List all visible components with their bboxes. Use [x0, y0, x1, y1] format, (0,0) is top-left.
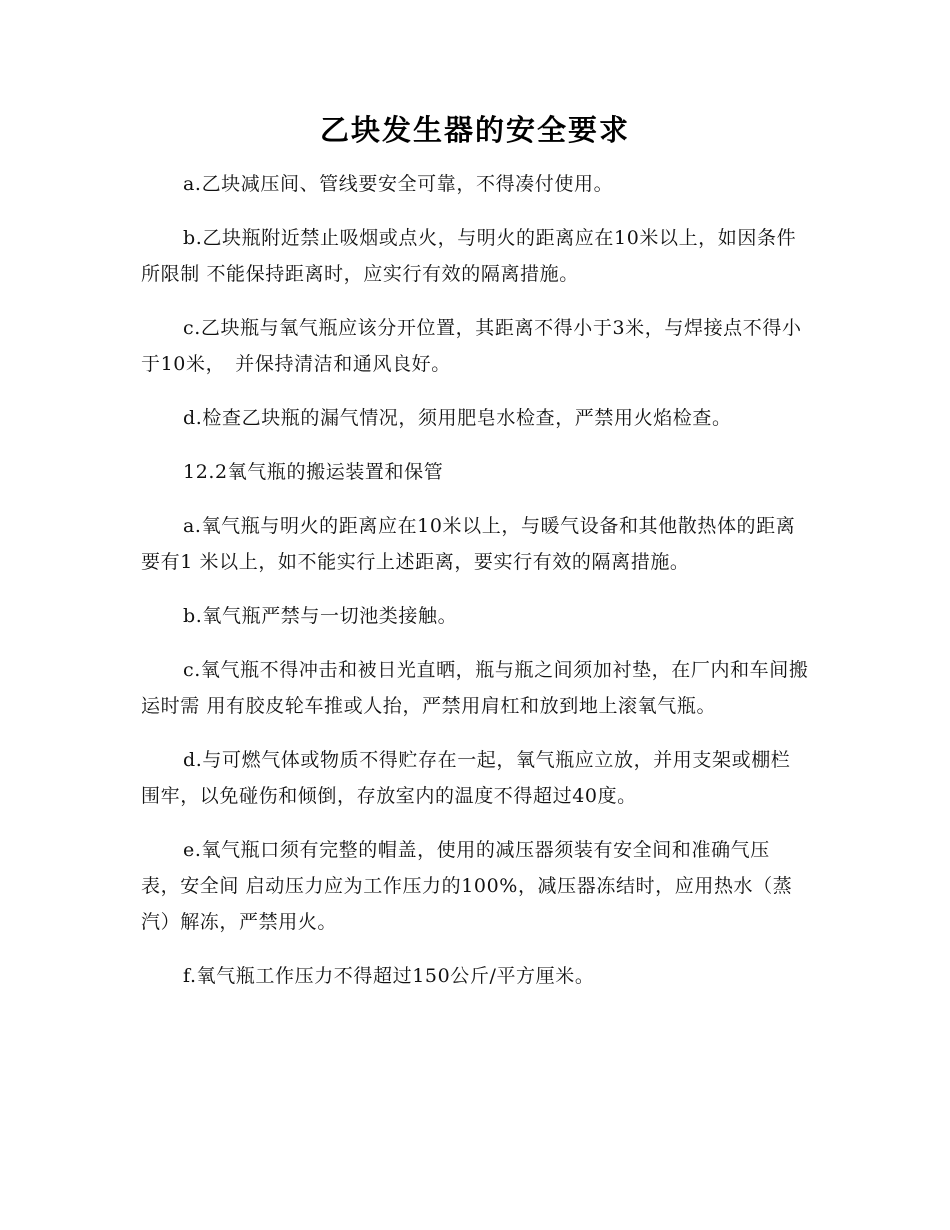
paragraph-oxygen-e: e.氧气瓶口须有完整的帽盖，使用的减压器须装有安全间和准确气压表，安全间 启动压力应为工作压力的100%，减压器冻结时，应用热水（蒸汽）解冻，严禁用火。: [141, 839, 793, 933]
paragraph-oxygen-f: f.氧气瓶工作压力不得超过150公斤/平方厘米。: [183, 965, 595, 987]
paragraph-acetylene-d: d.检查乙块瓶的漏气情况，须用肥皂水检查，严禁用火焰检查。: [183, 407, 732, 429]
paragraph-oxygen-a: a.氧气瓶与明火的距离应在10米以上，与暖气设备和其他散热体的距离要有1 米以上，如不能实行上述距离，要实行有效的隔离措施。: [141, 515, 796, 573]
paragraph-oxygen-c: c.氧气瓶不得冲击和被日光直晒，瓶与瓶之间须加衬垫，在厂内和车间搬运时需 用有胶皮轮车推或人抬，严禁用肩杠和放到地上滚氧气瓶。: [141, 659, 809, 717]
paragraph-oxygen-d: d.与可燃气体或物质不得贮存在一起，氧气瓶应立放，并用支架或棚栏围牢，以免碰伤和倾倒，存放室内的温度不得超过40度。: [141, 749, 791, 807]
paragraph-oxygen-b: b.氧气瓶严禁与一切池类接触。: [183, 605, 458, 627]
document-title: 乙块发生器的安全要求: [319, 113, 630, 147]
paragraph-acetylene-a: a.乙块减压间、管线要安全可靠，不得凑付使用。: [183, 173, 614, 195]
section-heading-oxygen: 12.2氧气瓶的搬运装置和保管: [183, 461, 444, 483]
paragraph-acetylene-b: b.乙块瓶附近禁止吸烟或点火，与明火的距离应在10米以上，如因条件所限制 不能保持距离时，应实行有效的隔离措施。: [141, 227, 797, 285]
document-body: [141, 166, 809, 1012]
paragraph-acetylene-c: c.乙块瓶与氧气瓶应该分开位置，其距离不得小于3米，与焊接点不得小于10米， 并保持清洁和通风良好。: [141, 317, 802, 375]
